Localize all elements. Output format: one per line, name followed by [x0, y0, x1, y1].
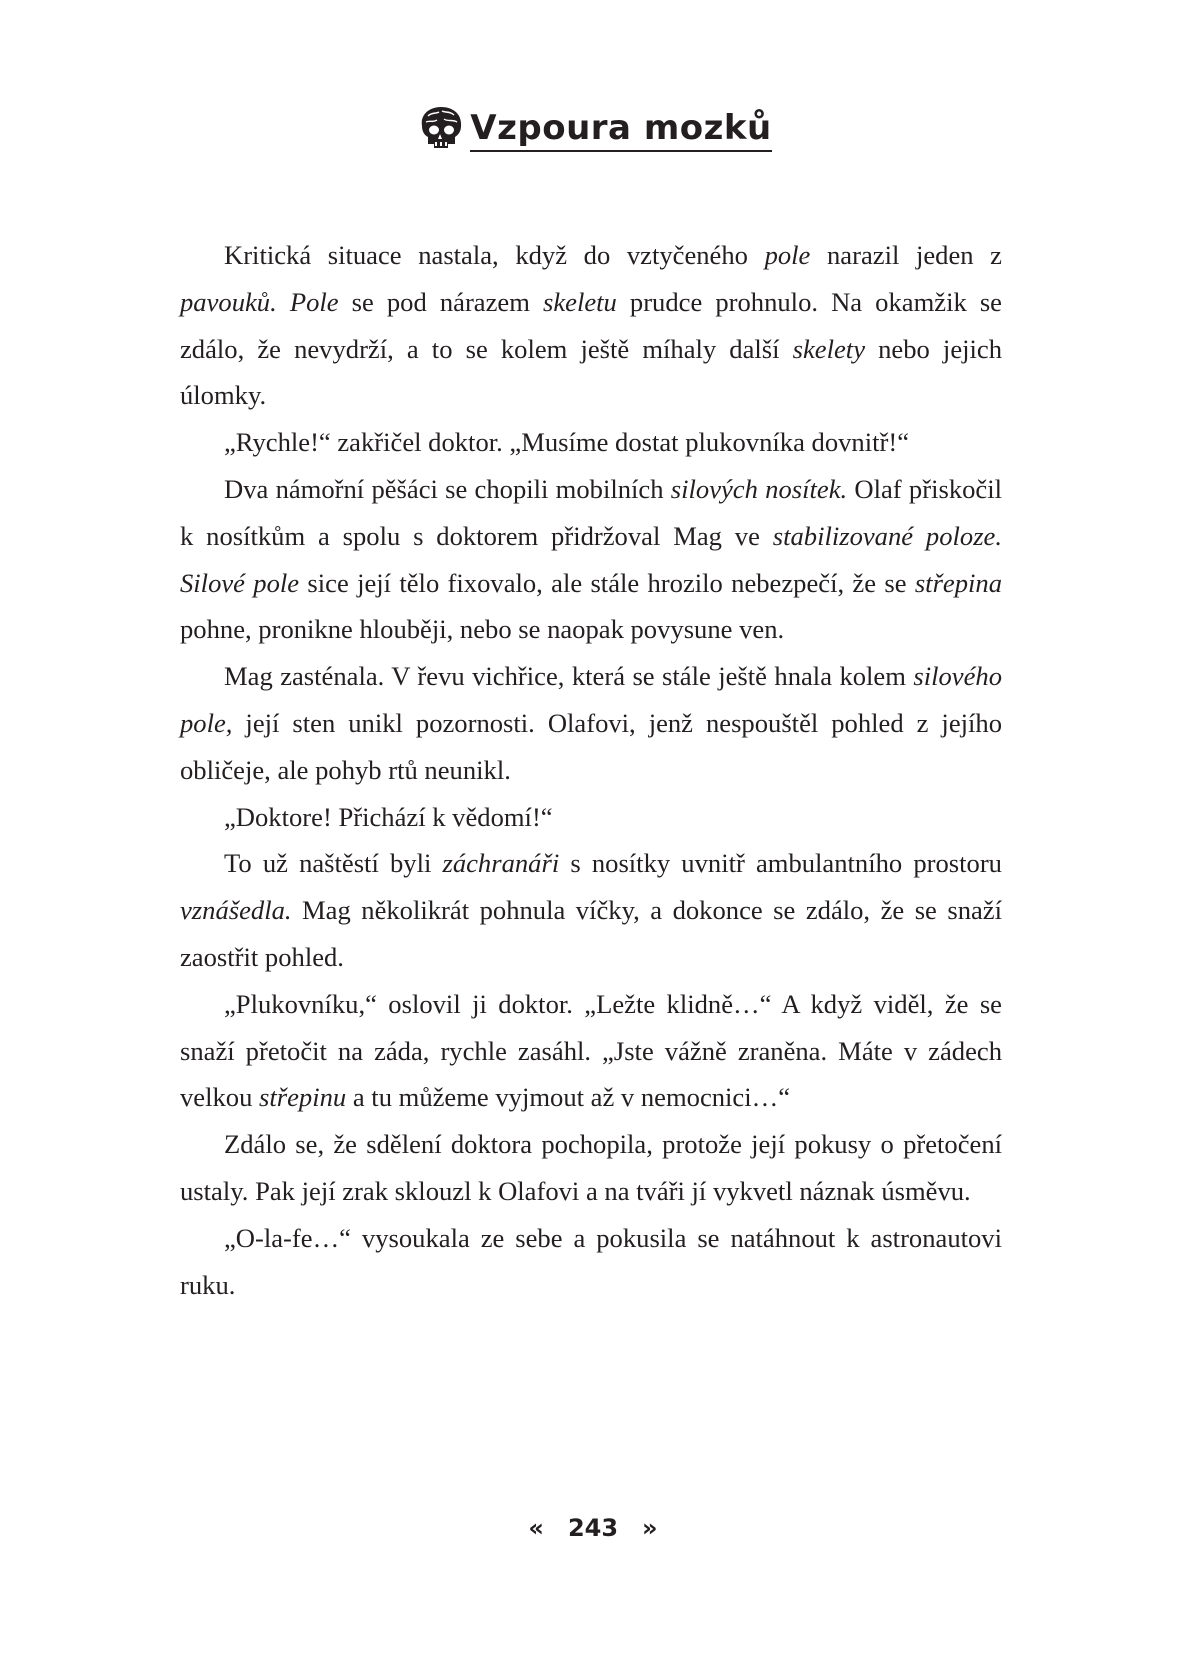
italic-term: skelety — [792, 333, 865, 364]
paragraph — [180, 232, 1002, 419]
page-footer — [0, 1514, 1186, 1542]
paragraph — [180, 419, 1002, 466]
paragraph — [180, 1215, 1002, 1309]
italic-term: stabilizované poloze. Silové pole — [180, 520, 1003, 598]
paragraph — [180, 794, 1002, 841]
text-run: narazil jeden z — [810, 240, 1002, 270]
text-run: Kritická situace nastala, když do vztyčeného — [224, 240, 765, 270]
body-text — [180, 232, 1002, 1308]
paragraph — [180, 653, 1002, 793]
italic-term: pavouků. Pole — [180, 286, 339, 317]
text-run: Olaf přiskočil k nosítkům a spolu s doktorem přidržoval Mag ve — [180, 473, 1002, 551]
text-run: „Doktore! Přichází k vědomí!“ — [224, 801, 553, 832]
italic-term: pole — [764, 240, 811, 270]
italic-term: vznášedla. — [180, 895, 292, 926]
text-run: Dva námořní pěšáci se chopili mobilních — [224, 473, 671, 504]
text-run: sice její tělo fixovalo, ale stále hrozilo nebezpečí, že se — [299, 567, 915, 598]
italic-term: silového pole, — [180, 661, 1002, 738]
text-run: prudce prohnulo. Na okamžik se zdálo, že nevydrží, a to se kolem ještě míhaly další — [180, 286, 1002, 364]
left-guillemet: « — [528, 1514, 544, 1542]
italic-term: silových nosítek. — [670, 473, 848, 504]
italic-term: střepinu — [259, 1082, 347, 1113]
text-run: Zdálo se, že sdělení doktora pochopila, protože její pokusy o přetočení ustaly. Pak její zrak sklouzl k Olafovi a na tváři jí vykvetl náznak úsměvu. — [180, 1129, 1002, 1206]
italic-term: záchranáři — [442, 848, 560, 879]
text-run: „O-la-fe…“ vysoukala ze sebe a pokusila se natáhnout k astronautovi ruku. — [180, 1222, 1002, 1300]
text-run: „Rychle!“ zakřičel doktor. „Musíme dostat plukovníka dovnitř!“ — [224, 427, 910, 458]
text-run: „Plukovníku,“ oslovil ji doktor. „Ležte klidně…“ A když viděl, že se snaží přetočit na záda, rychle zasáhl. „Jste vážně zraněna. Máte v zádech velkou — [180, 988, 1002, 1113]
text-run: Mag několikrát pohnula víčky, a dokonce se zdálo, že se snaží zaostřit pohled. — [180, 895, 1002, 972]
text-run: její sten unikl pozornosti. Olafovi, jenž nespouštěl pohled z jejího obličeje, ale pohyb rtů neunikl. — [180, 707, 1002, 785]
text-run: a tu můžeme vyjmout až v nemocnici…“ — [346, 1082, 791, 1113]
italic-term: skeletu — [542, 286, 617, 317]
page-number: 243 — [567, 1514, 619, 1542]
paragraph — [180, 1121, 1002, 1215]
paragraph — [180, 466, 1002, 653]
text-run: Mag zasténala. V řevu vichřice, která se stále ještě hnala kolem — [224, 661, 914, 692]
text-run: To už naštěstí byli — [224, 848, 443, 879]
skull-icon — [414, 104, 466, 152]
header-inner — [414, 104, 771, 152]
running-header — [0, 104, 1186, 152]
text-run: nebo jejich úlomky. — [180, 333, 1003, 411]
text-run: pohne, pronikne hlouběji, nebo se naopak povysune ven. — [180, 614, 785, 645]
text-run: se pod nárazem — [338, 286, 543, 317]
text-run: s nosítky uvnitř ambulantního prostoru — [559, 848, 1002, 879]
paragraph — [180, 981, 1002, 1121]
page-title: Vzpoura mozků — [470, 108, 771, 152]
paragraph — [180, 840, 1002, 980]
italic-term: střepina — [914, 567, 1002, 598]
right-guillemet: » — [642, 1514, 658, 1542]
